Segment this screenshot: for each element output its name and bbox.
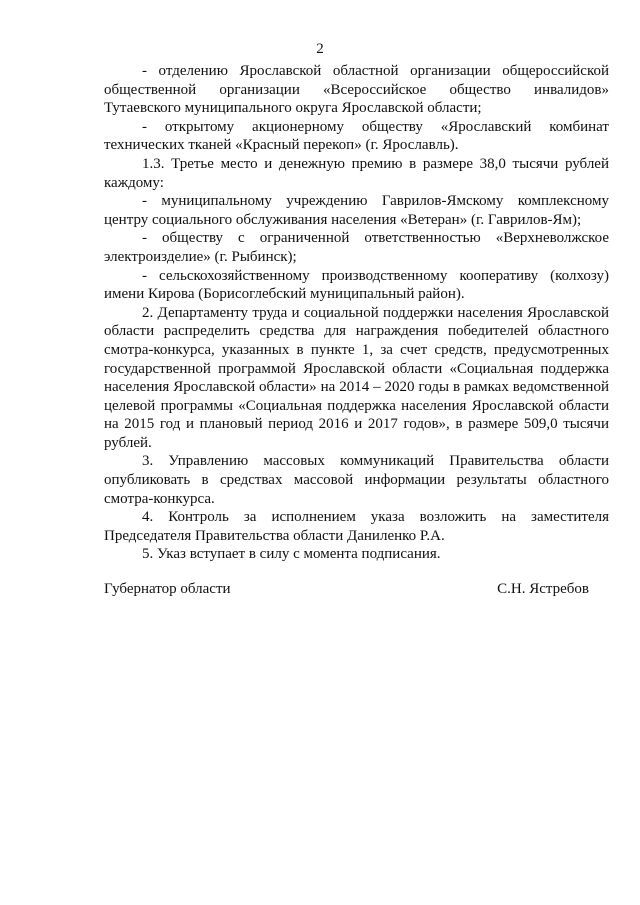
paragraph-item-4-control: 4. Контроль за исполнением указа возложить на заместителя Председателя Правительства области Даниленко Р.А. bbox=[104, 509, 609, 544]
paragraph-disabled-society: - отделению Ярославской областной организации общероссийской общественной организации «Всероссийское общество инвалидов» Тутаевского муниципального округа Ярославской области; bbox=[104, 63, 609, 117]
paragraph-kirov-kolkhoz: - сельскохозяйственному производственному кооперативу (колхозу) имени Кирова (Борисоглебский муниципальный район). bbox=[104, 267, 609, 303]
paragraph-item-5-effect: 5. Указ вступает в силу с момента подписания. bbox=[142, 546, 441, 563]
paragraph-veteran-center: - муниципальному учреждению Гаврилов-Ямскому комплексному центру социального обслуживания населения «Ветеран» (г. Гаврилов-Ям); bbox=[104, 193, 609, 228]
paragraph-item-2-funding: 2. Департаменту труда и социальной поддержки населения Ярославской области распределить средства для награждения победителей областного смотра-конкурса, указанных в пункте 1, за счет средств, предусмотренных государственной программой Ярославской области «Социальная поддержка населения Ярославской области» на 2014 – 2020 годы в рамках ведомственной целевой программы «Социальная поддержка населения Ярославской области на 2015 год и плановый период 2016 и 2017 годов», в размере 509,0 тысячи рублей. bbox=[104, 304, 609, 451]
paragraph-third-place: 1.3. Третье место и денежную премию в размере 38,0 тысячи рублей каждому: bbox=[104, 155, 609, 191]
page-number: 2 bbox=[316, 41, 324, 57]
signatory-name: С.Н. Ястребов bbox=[497, 581, 589, 597]
paragraph-item-3-publication: 3. Управлению массовых коммуникаций Правительства области опубликовать в средствах массовой информации результаты областного смотра-конкурса. bbox=[104, 453, 609, 507]
signatory-title: Губернатор области bbox=[104, 581, 231, 597]
paragraph-krasny-perekop: - открытому акционерному обществу «Ярославский комбинат технических тканей «Красный перекоп» (г. Ярославль). bbox=[104, 118, 609, 154]
document-body bbox=[104, 62, 609, 564]
paragraph-verkhnevolzhskoe: - обществу с ограниченной ответственностью «Верхневолжское электроизделие» (г. Рыбинск); bbox=[104, 230, 609, 265]
